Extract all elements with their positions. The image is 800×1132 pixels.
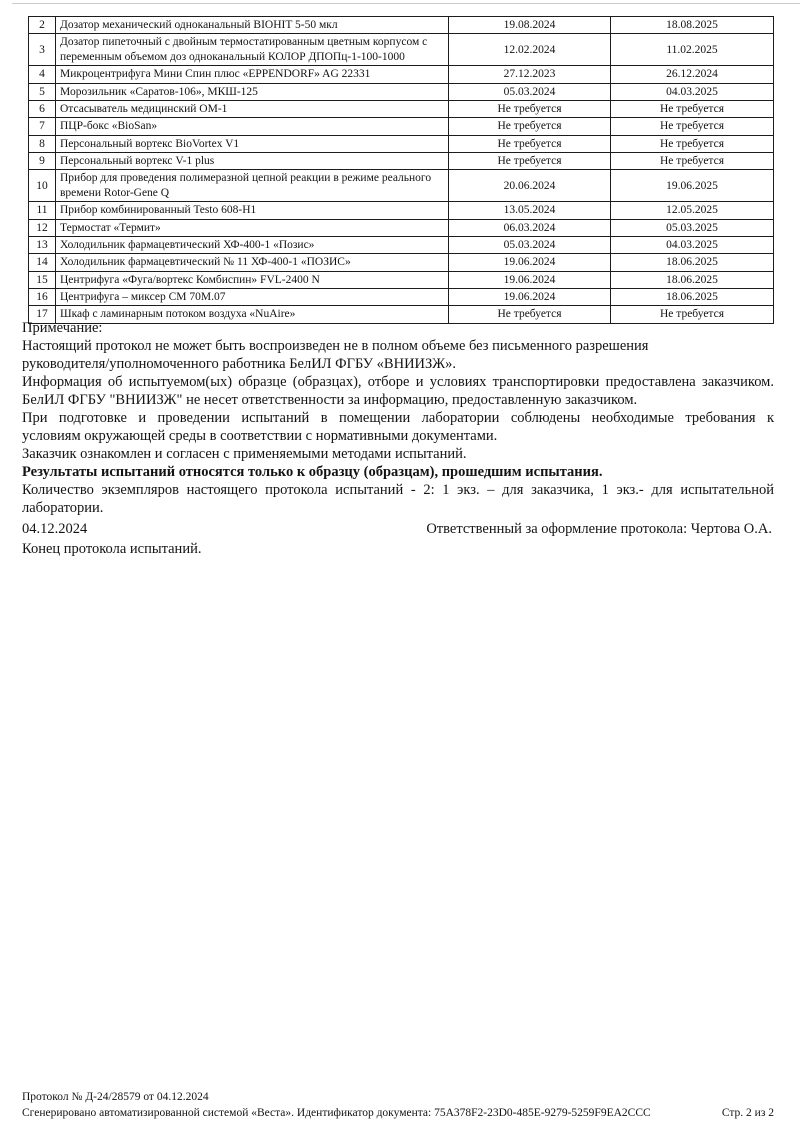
note-line: БелИЛ ФГБУ "ВНИИЗЖ" не несет ответственности за информацию, предоставленную заказчиком. [22, 392, 638, 408]
verification-date: Не требуется [449, 100, 611, 117]
next-verification-date: 11.02.2025 [611, 34, 774, 66]
verification-date: Не требуется [449, 153, 611, 170]
equipment-name: ПЦР-бокс «BioSan» [56, 118, 449, 135]
table-row [29, 202, 774, 219]
note-line: При подготовке и проведении испытаний в помещении лаборатории соблюдены необходимые требования к [22, 410, 774, 426]
table-row [29, 17, 774, 34]
verification-date: 19.06.2024 [449, 271, 611, 288]
equipment-name: Холодильник фармацевтический № 11 ХФ-400-1 «ПОЗИС» [56, 254, 449, 271]
table-row [29, 271, 774, 288]
verification-date: 05.03.2024 [449, 83, 611, 100]
responsible-person: Ответственный за оформление протокола: Чертова О.А. [426, 521, 772, 537]
table-row [29, 100, 774, 117]
table-row [29, 254, 774, 271]
verification-date: 12.02.2024 [449, 34, 611, 66]
page-top-scan-line [12, 3, 800, 4]
next-verification-date: Не требуется [611, 100, 774, 117]
next-verification-date: 18.06.2025 [611, 289, 774, 306]
row-number: 3 [29, 34, 56, 66]
equipment-name: Холодильник фармацевтический ХФ-400-1 «Позис» [56, 236, 449, 253]
notes-section [22, 319, 774, 517]
row-number: 13 [29, 236, 56, 253]
next-verification-date: Не требуется [611, 153, 774, 170]
row-number: 4 [29, 66, 56, 83]
table-row [29, 170, 774, 202]
equipment-name: Морозильник «Саратов-106», МКШ-125 [56, 83, 449, 100]
next-verification-date: 18.06.2025 [611, 271, 774, 288]
footer-page-number: Стр. 2 из 2 [721, 1107, 774, 1119]
equipment-name: Отсасыватель медицинский ОМ-1 [56, 100, 449, 117]
equipment-name: Центрифуга «Фуга/вортекс Комбиспин» FVL-2400 N [56, 271, 449, 288]
table-row [29, 135, 774, 152]
next-verification-date: Не требуется [611, 118, 774, 135]
equipment-name: Дозатор пипеточный с двойным термостатированным цветным корпусом с переменным объемом доз одноканальный КОЛОР ДПОПц-1-100-1000 [56, 34, 449, 66]
row-number: 2 [29, 17, 56, 34]
next-verification-date: 04.03.2025 [611, 236, 774, 253]
table-row [29, 66, 774, 83]
footer-protocol-number: Протокол № Д-24/28579 от 04.12.2024 [22, 1091, 209, 1103]
equipment-table [28, 16, 774, 324]
row-number: 17 [29, 306, 56, 323]
row-number: 9 [29, 153, 56, 170]
row-number: 8 [29, 135, 56, 152]
table-row [29, 153, 774, 170]
end-of-protocol-line: Конец протокола испытаний. [22, 541, 202, 557]
verification-date: Не требуется [449, 135, 611, 152]
note-line: Примечание: [22, 320, 103, 336]
note-line: руководителя/уполномоченного работника БелИЛ ФГБУ «ВНИИЗЖ». [22, 356, 456, 372]
verification-date: 05.03.2024 [449, 236, 611, 253]
table-row [29, 34, 774, 66]
verification-date: 19.08.2024 [449, 17, 611, 34]
row-number: 12 [29, 219, 56, 236]
verification-date: Не требуется [449, 306, 611, 323]
equipment-name: Дозатор механический одноканальный BIOHIT 5-50 мкл [56, 17, 449, 34]
verification-date: Не требуется [449, 118, 611, 135]
next-verification-date: 05.03.2025 [611, 219, 774, 236]
table-row [29, 118, 774, 135]
signature-row [22, 520, 772, 538]
row-number: 6 [29, 100, 56, 117]
verification-date: 13.05.2024 [449, 202, 611, 219]
next-verification-date: 18.08.2025 [611, 17, 774, 34]
verification-date: 19.06.2024 [449, 254, 611, 271]
row-number: 7 [29, 118, 56, 135]
note-line: Настоящий протокол не может быть воспроизведен не в полном объеме без письменного разрешения [22, 338, 649, 354]
footer-row [22, 1107, 774, 1119]
protocol-date: 04.12.2024 [22, 521, 88, 537]
row-number: 11 [29, 202, 56, 219]
note-line: Заказчик ознакомлен и согласен с применяемыми методами испытаний. [22, 446, 467, 462]
row-number: 14 [29, 254, 56, 271]
equipment-name: Шкаф с ламинарным потоком воздуха «NuAire» [56, 306, 449, 323]
row-number: 5 [29, 83, 56, 100]
table-row [29, 289, 774, 306]
note-line: лаборатории. [22, 500, 104, 516]
equipment-name: Прибор комбинированный Testo 608-H1 [56, 202, 449, 219]
equipment-name: Термостат «Термит» [56, 219, 449, 236]
equipment-table-body [29, 17, 774, 324]
table-row [29, 219, 774, 236]
table-row [29, 236, 774, 253]
equipment-name: Персональный вортекс V-1 plus [56, 153, 449, 170]
equipment-name: Центрифуга – миксер СМ 70М.07 [56, 289, 449, 306]
footer-generated-id: Сгенерировано автоматизированной системой «Веста». Идентификатор документа: 75A378F2-23D0-485E-9279-5259F9EA2CCC [22, 1107, 651, 1119]
row-number: 15 [29, 271, 56, 288]
table-row [29, 83, 774, 100]
equipment-name: Персональный вортекс BioVortex V1 [56, 135, 449, 152]
note-line: Количество экземпляров настоящего протокола испытаний - 2: 1 экз. – для заказчика, 1 экз.- для испытательной [22, 482, 774, 498]
equipment-name: Микроцентрифуга Мини Спин плюс «EPPENDORF» AG 22331 [56, 66, 449, 83]
verification-date: 06.03.2024 [449, 219, 611, 236]
note-line: Информация об испытуемом(ых) образце (образцах), отборе и условиях транспортировки предоставлена заказчиком. [22, 374, 774, 390]
row-number: 10 [29, 170, 56, 202]
next-verification-date: 18.06.2025 [611, 254, 774, 271]
next-verification-date: 19.06.2025 [611, 170, 774, 202]
verification-date: 19.06.2024 [449, 289, 611, 306]
next-verification-date: Не требуется [611, 306, 774, 323]
verification-date: 27.12.2023 [449, 66, 611, 83]
verification-date: 20.06.2024 [449, 170, 611, 202]
note-line: Результаты испытаний относятся только к образцу (образцам), прошедшим испытания. [22, 464, 603, 480]
note-line: условиям окружающей среды в соответствии с нормативными документами. [22, 428, 498, 444]
next-verification-date: 12.05.2025 [611, 202, 774, 219]
next-verification-date: 26.12.2024 [611, 66, 774, 83]
next-verification-date: Не требуется [611, 135, 774, 152]
equipment-name: Прибор для проведения полимеразной цепной реакции в режиме реального времени Rotor-Gene Q [56, 170, 449, 202]
row-number: 16 [29, 289, 56, 306]
next-verification-date: 04.03.2025 [611, 83, 774, 100]
